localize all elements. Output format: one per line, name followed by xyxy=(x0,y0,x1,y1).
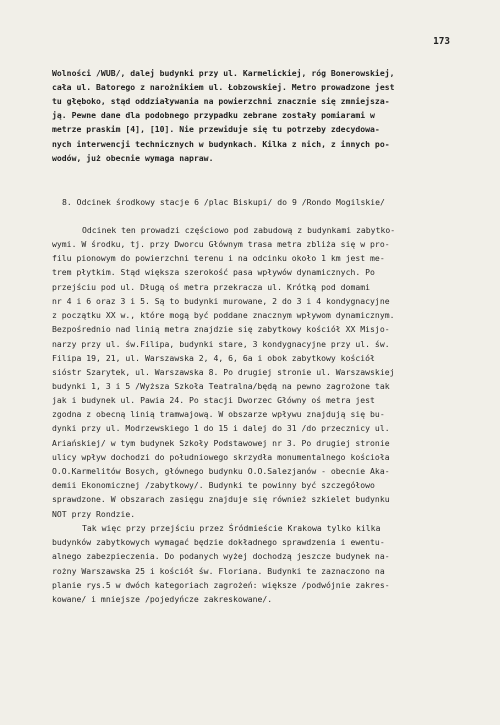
text-line: z początku XX w., które mogą być poddane znacznym wpływom dynamicznym. xyxy=(52,310,395,320)
text-line: wodów, już obecnie wymaga napraw. xyxy=(52,153,214,163)
text-line: budynków zabytkowych wymagać będzie dokładnego sprawdzenia i ewentu- xyxy=(52,537,385,547)
text-line: jak i budynek ul. Pawia 24. Po stacji Dworzec Główny oś metra jest xyxy=(52,395,375,405)
text-line: 8. Odcinek środkowy stacje 6 /plac Biskupi/ do 9 /Rondo Mogilskie/ xyxy=(62,197,385,207)
text-line: O.O.Karmelitów Bosych, głównego budynku O.O.Salezjanów - obecnie Aka- xyxy=(52,466,390,476)
text-line: Ariańskiej/ w tym budynek Szkoły Podstawowej nr 3. Po drugiej stronie xyxy=(52,438,390,448)
text-line: ją. Pewne dane dla podobnego przypadku zebrane zostały pomiarami w xyxy=(52,110,375,120)
text-line: narzy przy ul. św.Filipa, budynki stare, 3 kondygnacyjne przy ul. św. xyxy=(52,339,390,349)
text-line: rożny Warszawska 25 i kościół św. Floriana. Budynki te zaznaczono na xyxy=(52,566,385,576)
text-line: przejściu pod ul. Długą oś metra przekracza ul. Krótką pod domami xyxy=(52,282,371,292)
text-line: Filipa 19, 21, ul. Warszawska 2, 4, 6, 6a i obok zabytkowy kościół xyxy=(52,353,375,363)
text-line: planie rys.5 w dwóch kategoriach zagrożeń: większe /podwójnie zakres- xyxy=(52,580,390,590)
text-line: metrze praskim [4], [10]. Nie przewiduje się tu potrzeby zdecydowa- xyxy=(52,124,380,134)
text-line: alnego zabezpieczenia. Do podanych wyżej dochodzą jeszcze budynek na- xyxy=(52,551,390,561)
text-line: sióstr Szarytek, ul. Warszawska 8. Po drugiej stronie ul. Warszawskiej xyxy=(52,367,395,377)
text-line: Odcinek ten prowadzi częściowo pod zabudową z budynkami zabytko- xyxy=(82,225,396,235)
page-number: 173 xyxy=(433,36,450,47)
text-line: kowane/ i mniejsze /pojedyńcze zakreskowane/. xyxy=(52,594,273,604)
text-line: Bezpośrednio nad linią metra znajdzie się zabytkowy kościół XX Misjo- xyxy=(52,324,390,334)
text-line: sprawdzone. W obszarach zasięgu znajduje się również szkielet budynku xyxy=(52,494,390,504)
text-line: trem płytkim. Stąd większa szerokość pasa wpływów dynamicznych. Po xyxy=(52,267,375,277)
text-line: Wolności /WUB/, dalej budynki przy ul. Karmelickiej, róg Bonerowskiej, xyxy=(52,68,395,78)
text-line: filu pionowym do powierzchni terenu i na odcinku około 1 km jest me- xyxy=(52,253,385,263)
text-line: budynki 1, 3 i 5 /Wyższa Szkoła Teatralna/będą na pewno zagrożone tak xyxy=(52,381,390,391)
text-line: nr 4 i 6 oraz 3 i 5. Są to budynki murowane, 2 do 3 i 4 kondygnacyjne xyxy=(52,296,390,306)
text-line: wymi. W środku, tj. przy Dworcu Głównym trasa metra zbliża się w pro- xyxy=(52,239,390,249)
text-line: demii Ekonomicznej /zabytkowy/. Budynki te powinny być szczegółowo xyxy=(52,480,375,490)
text-line: NOT przy Rondzie. xyxy=(52,509,136,519)
text-line: ulicy wpływ dochodzi do południowego skrzydła monumentalnego kościoła xyxy=(52,452,390,462)
text-line: dynki przy ul. Modrzewskiego 1 do 15 i dalej do 31 /do przecznicy ul. xyxy=(52,423,390,433)
text-line: tu głęboko, stąd oddziaływania na powierzchni znacznie się zmniejsza- xyxy=(52,96,390,106)
text-line: Tak więc przy przejściu przez Śródmieście Krakowa tylko kilka xyxy=(82,523,381,533)
text-line: zgodna z obecną linią tramwajową. W obszarze wpływu znajdują się bu- xyxy=(52,409,385,419)
text-line: cała ul. Batorego z narożnikiem ul. Łobzowskiej. Metro prowadzone jest xyxy=(52,82,395,92)
text-line: nych interwencji technicznych w budynkach. Kilka z nich, z innych po- xyxy=(52,139,390,149)
